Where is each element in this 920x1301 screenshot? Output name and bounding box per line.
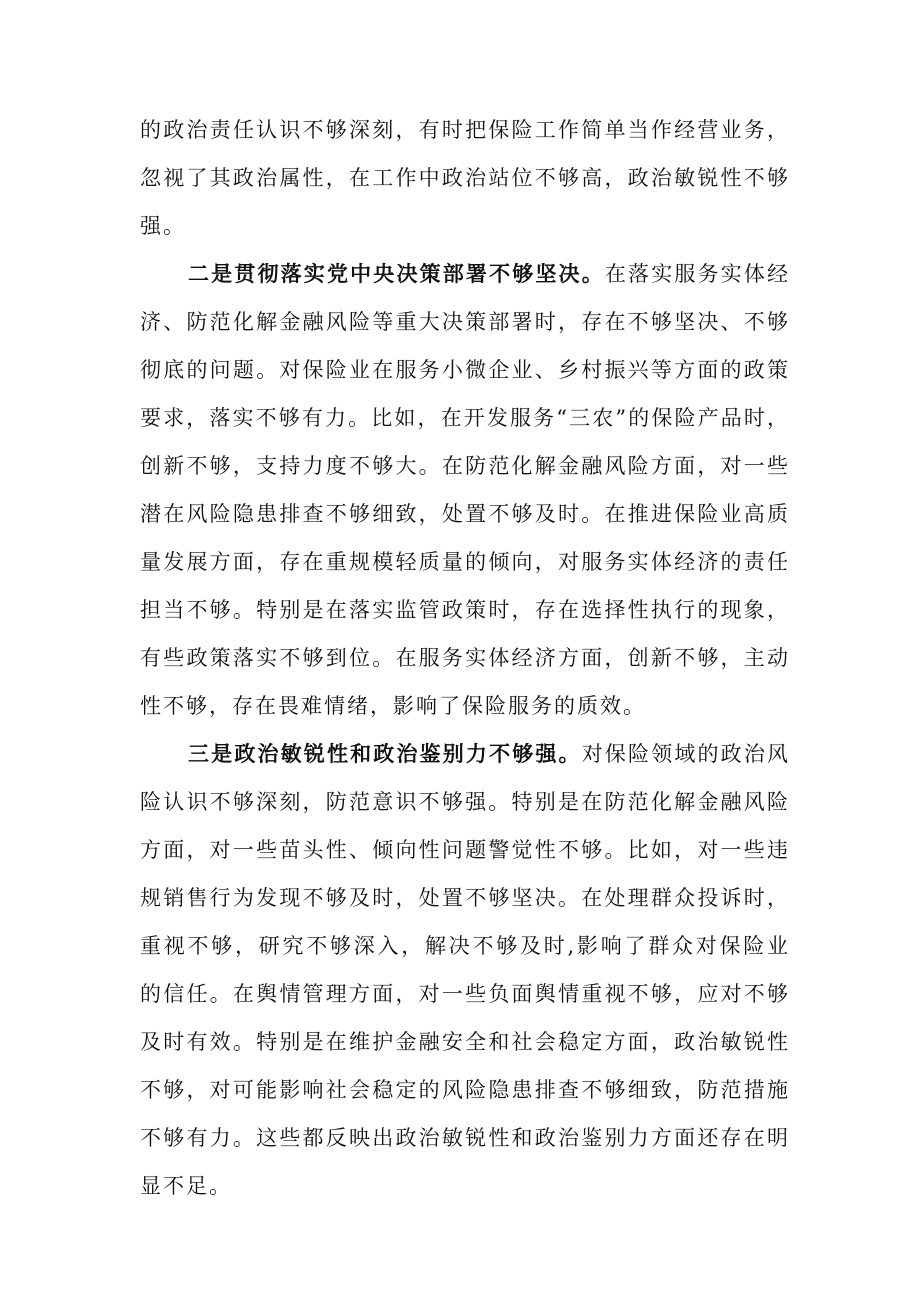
paragraph-body: 在落实服务实体经济、防范化解金融风险等重大决策部署时，存在不够坚决、不够彻底的问题。对保险业在服务小微企业、乡村振兴等方面的政策要求，落实不够有力。比如，在开发服务“三农”的保险产品时，创新不够，支持力度不够大。在防范化解金融风险方面，对一些潜在风险隐患排查不够细致，处置不够及时。在推进保险业高质量发展方面，存在重规模轻质量的倾向，对服务实体经济的责任担当不够。特别是在落实监管政策时，存在选择性执行的现象，有些政策落实不够到位。在服务实体经济方面，创新不够，主动性不够，存在畏难情绪，影响了保险服务的质效。 [140, 262, 791, 718]
paragraph-body: 对保险领域的政治风险认识不够深刻，防范意识不够强。特别是在防范化解金融风险方面，对一些苗头性、倾向性问题警觉性不够。比如，对一些违规销售行为发现不够及时，处置不够坚决。在处理群众投诉时，重视不够，研究不够深入，解决不够及时,影响了群众对保险业的信任。在舆情管理方面，对一些负面舆情重视不够，应对不够及时有效。特别是在维护金融安全和社会稳定方面，政治敏锐性不够，对可能影响社会稳定的风险隐患排查不够细致，防范措施不够有力。这些都反映出政治敏锐性和政治鉴别力方面还存在明显不足。 [140, 742, 790, 1198]
paragraph-heading: 三是政治敏锐性和政治鉴别力不够强。 [188, 742, 582, 766]
paragraph-body: 的政治责任认识不够深刻，有时把保险工作简单当作经营业务，忽视了其政治属性，在工作中政治站位不够高，政治敏锐性不够强。 [140, 118, 790, 238]
paragraph-point-three [140, 730, 790, 1210]
paragraph-heading: 二是贯彻落实党中央决策部署不够坚决。 [188, 262, 605, 286]
paragraph-point-two [140, 250, 790, 730]
paragraph-continuation [140, 106, 790, 250]
document-page [140, 106, 790, 1210]
